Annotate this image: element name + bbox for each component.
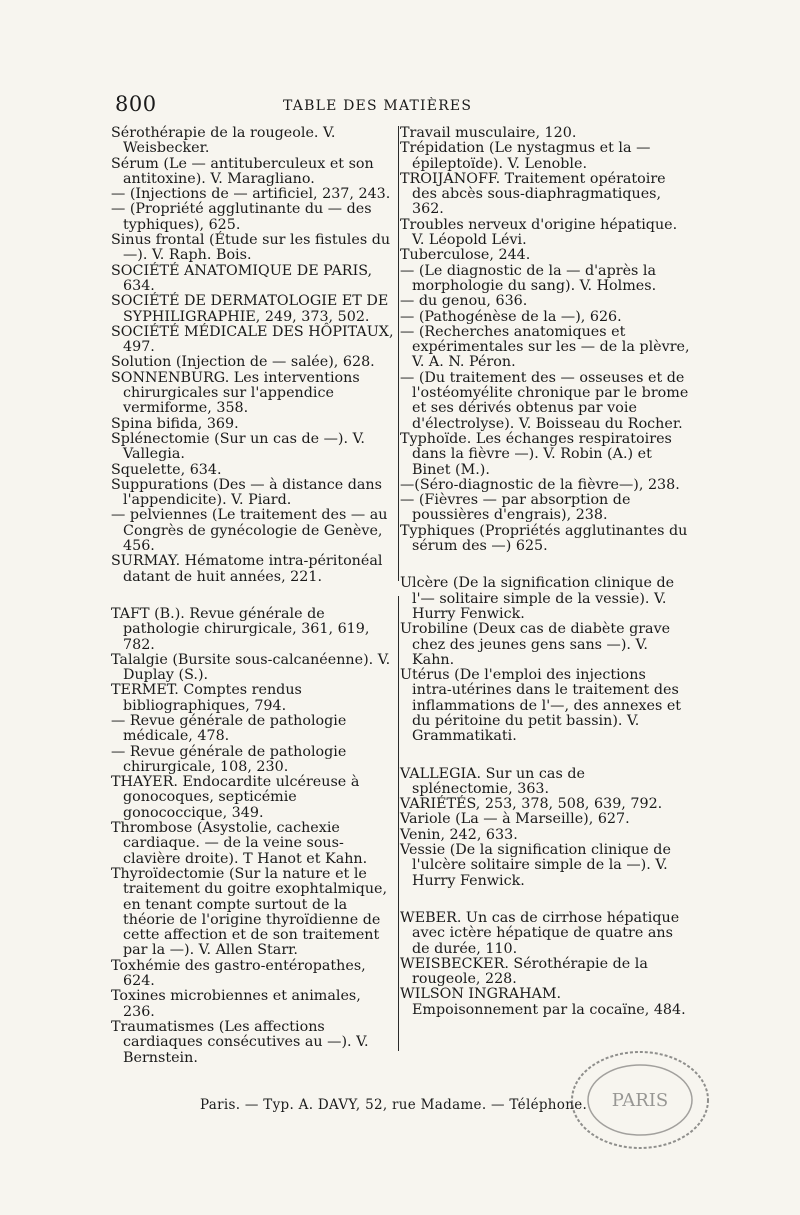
- index-entry: Toxhémie des gastro-entéropathes, 624.: [111, 957, 366, 990]
- index-entry: Traumatismes (Les affections cardiaques consécutives au —). V. Bernstein.: [111, 1018, 369, 1066]
- index-entry: — Revue générale de pathologie médicale, 478.: [111, 712, 347, 745]
- index-entry: — (Pathogénèse de la —), 626.: [400, 308, 622, 325]
- index-entry: — (Injections de — artificiel, 237, 243.: [111, 186, 391, 203]
- index-entry: Troubles nerveux d'origine hépatique. V. Léopold Lévi.: [400, 216, 678, 249]
- index-entry: WEBER. Un cas de cirrhose hépatique avec ictère hépatique de quatre ans de durée, 110.: [400, 909, 680, 957]
- index-entry: Solution (Injection de — salée), 628.: [111, 354, 375, 371]
- index-entry: SOCIÉTÉ MÉDICALE DES HÔPITAUX, 497.: [111, 323, 394, 356]
- index-entry: — (Recherches anatomiques et expérimentales sur les — de la plèvre, V. A. N. Péron.: [400, 323, 690, 371]
- index-entry: Urobiline (Deux cas de diabète grave chez des jeunes gens sans —). V. Kahn.: [400, 621, 671, 668]
- index-entry: — Revue générale de pathologie chirurgicale, 108, 230.: [111, 743, 347, 775]
- page-header: [115, 92, 688, 120]
- index-entry: VARIÉTÉS, 253, 378, 508, 639, 792.: [400, 796, 663, 813]
- column-divider-upper: [398, 126, 399, 581]
- index-entry: —(Séro-diagnostic de la fièvre—), 238.: [400, 476, 680, 493]
- index-entry: Squelette, 634.: [111, 461, 222, 478]
- index-entry: Sérum (Le — antituberculeux et son antitoxine). V. Maragliano.: [111, 155, 374, 187]
- printer-imprint: Paris. — Typ. A. DAVY, 52, rue Madame. — Téléphone.: [200, 1097, 588, 1113]
- index-entry: Vessie (De la signification clinique de l'ulcère solitaire simple de la —). V. Hurry Fenwick.: [400, 842, 671, 889]
- index-entry: TAFT (B.). Revue générale de pathologie chirurgicale, 361, 619, 782.: [111, 605, 370, 653]
- library-stamp: [565, 1040, 715, 1160]
- index-entry: Utérus (De l'emploi des injections intra-utérines dans le traitement des inflammations de l'—, des annexes et du péritoine du petit bassin). V. Grammatikati.: [400, 667, 682, 745]
- section-gap: [400, 889, 690, 911]
- section-gap: [400, 745, 690, 767]
- index-entry: Venin, 242, 633.: [400, 826, 518, 843]
- index-entry: Splénectomie (Sur un cas de —). V. Vallegia.: [111, 430, 365, 463]
- index-entry: Variole (La — à Marseille), 627.: [400, 811, 630, 828]
- index-entry: — (Le diagnostic de la — d'après la morphologie du sang). V. Holmes.: [400, 262, 657, 294]
- index-entry: SOCIÉTÉ ANATOMIQUE DE PARIS, 634.: [111, 262, 373, 294]
- index-entry: WEISBECKER. Sérothérapie de la rougeole, 228.: [400, 955, 648, 988]
- index-entry: SONNENBURG. Les interventions chirurgicales sur l'appendice vermiforme, 358.: [111, 369, 360, 417]
- index-entry: Spina bifida, 369.: [111, 415, 239, 432]
- index-entry: THAYER. Endocardite ulcéreuse à gonocoques, septicémie gonococcique, 349.: [111, 774, 360, 821]
- index-entry: TERMET. Comptes rendus bibliographiques, 794.: [111, 682, 302, 714]
- index-entry: Trépidation (Le nystagmus et la — épileptoïde). V. Lenoble.: [400, 140, 651, 172]
- index-entry: — pelviennes (Le traitement des — au Congrès de gynécologie de Genève, 456.: [111, 507, 388, 555]
- index-column-left: [111, 126, 397, 1066]
- section-gap: [111, 585, 397, 607]
- index-entry: Thyroïdectomie (Sur la nature et le traitement du goitre exophtalmique, en tenant compte surtout de la théorie de l'origine thyroïdienne de cette affection et de son traitement par la —). V. Allen Starr.: [111, 865, 388, 959]
- index-entry: Ulcère (De la signification clinique de l'— solitaire simple de la vessie). V. Hurry Fenwick.: [400, 575, 675, 622]
- stamp-label: PARIS: [611, 1090, 669, 1111]
- index-entry: Tuberculose, 244.: [400, 247, 531, 264]
- index-entry: Suppurations (Des — à distance dans l'appendicite). V. Piard.: [111, 476, 382, 509]
- index-entry: Thrombose (Asystolie, cachexie cardiaque. — de la veine sous-clavière droite). T Hanot et Kahn.: [111, 820, 368, 867]
- index-entry: Sinus frontal (Étude sur les fistules du —). V. Raph. Bois.: [111, 232, 391, 264]
- running-title: TABLE DES MATIÈRES: [283, 98, 473, 114]
- index-entry: SOCIÉTÉ DE DERMATOLOGIE ET DE SYPHILIGRAPHIE, 249, 373, 502.: [111, 293, 389, 325]
- section-gap: [400, 554, 690, 576]
- index-entry: — (Fièvres — par absorption de poussières d'engrais), 238.: [400, 492, 631, 524]
- column-divider-lower: [398, 596, 399, 1051]
- index-entry: SURMAY. Hématome intra-péritonéal datant de huit années, 221.: [111, 553, 383, 585]
- index-entry: TROIJANOFF. Traitement opératoire des abcès sous-diaphragmatiques, 362.: [400, 170, 666, 218]
- page-number: 800: [115, 92, 157, 116]
- index-entry: — (Du traitement des — osseuses et de l'ostéomyélite chronique par le brome et ses dérivés obtenus par voie d'électrolyse). V. Boisseau du Rocher.: [400, 369, 689, 432]
- index-entry: Travail musculaire, 120.: [400, 125, 577, 141]
- index-entry: Typhoïde. Les échanges respiratoires dans la fièvre —). V. Robin (A.) et Binet (M.).: [400, 430, 672, 478]
- index-entry: Typhiques (Propriétés agglutinantes du sérum des —) 625.: [400, 522, 688, 555]
- index-entry: VALLEGIA. Sur un cas de splénectomie, 363.: [400, 765, 585, 797]
- index-entry: WILSON INGRAHAM. Empoisonnement par la cocaïne, 484.: [400, 986, 686, 1018]
- index-column-right: [400, 126, 690, 1018]
- index-entry: Sérothérapie de la rougeole. V. Weisbecker.: [111, 125, 336, 157]
- index-entry: Talalgie (Bursite sous-calcanéenne). V. Duplay (S.).: [111, 651, 391, 684]
- index-entry: Toxines microbiennes et animales, 236.: [111, 988, 361, 1020]
- index-entry: — du genou, 636.: [400, 293, 528, 310]
- index-entry: — (Propriété agglutinante du — des typhiques), 625.: [111, 201, 372, 233]
